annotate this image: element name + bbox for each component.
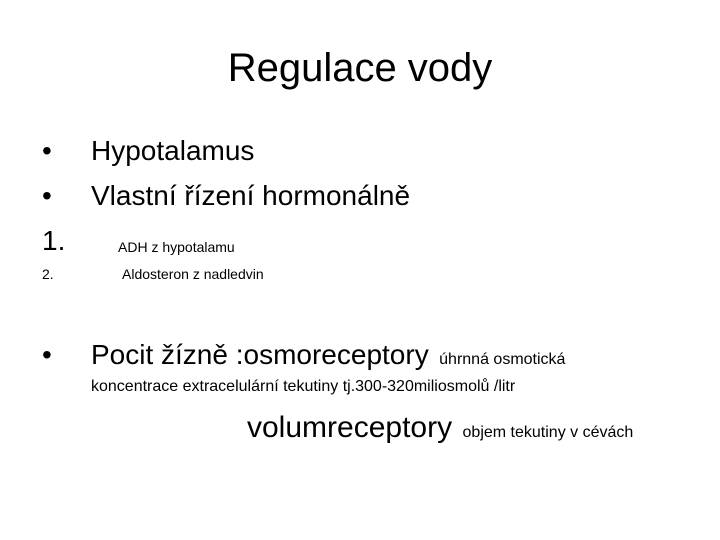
bullet-text-volume: objem tekutiny v cévách <box>462 424 634 441</box>
list-number: 1. <box>42 225 66 256</box>
bullet-text-osmotic: úhrnná osmotická <box>439 351 566 368</box>
bullet-text-concentration: koncentrace extracelulární tekutiny tj.300-320miliosmolů /litr <box>91 378 516 395</box>
bullet-text-hypotalamus: Hypotalamus <box>91 135 255 166</box>
list-number: 2. <box>42 266 54 282</box>
bullet-marker: • <box>42 339 52 370</box>
bullet-line-osmoreceptory <box>91 338 565 372</box>
bullet-text-volumreceptory: volumreceptory <box>247 411 453 444</box>
bullet-line-volumreceptory <box>247 410 633 446</box>
list-text-adh: ADH z hypotalamu <box>118 239 235 255</box>
slide-title: Regulace vody <box>227 46 493 90</box>
list-text-aldosteron: Aldosteron z nadledvin <box>122 266 264 282</box>
bullet-marker: • <box>42 135 52 166</box>
bullet-marker: • <box>42 180 52 211</box>
bullet-text-hormonal: Vlastní řízení hormonálně <box>91 180 411 211</box>
bullet-text-thirst: Pocit žízně :osmoreceptory <box>91 339 429 370</box>
